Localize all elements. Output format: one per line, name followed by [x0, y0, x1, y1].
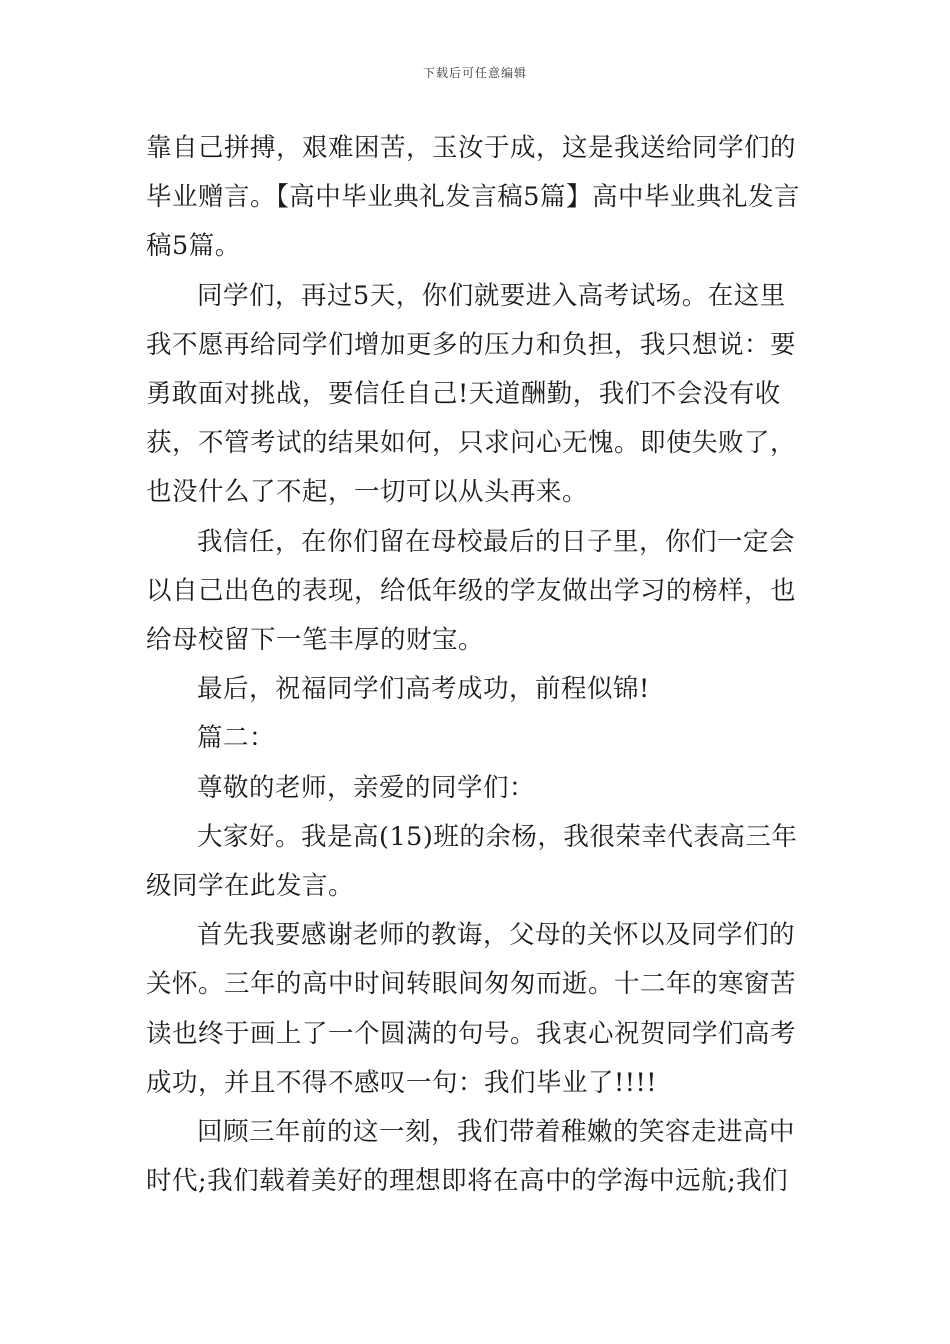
paragraph-9: 回顾三年前的这一刻，我们带着稚嫩的笑容走进高中时代;我们载着美好的理想即将在高中的学海中远航;我们 [146, 1117, 796, 1197]
paragraph-5-heading: 篇二： [197, 723, 276, 754]
paragraph-3: 我信任，在你们留在母校最后的日子里，你们一定会以自己出色的表现，给低年级的学友做出学习的榜样，也给母校留下一笔丰厚的财宝。 [146, 526, 797, 656]
page-header: 下载后可任意编辑 [422, 66, 527, 80]
paragraph-7: 大家好。我是高(15)班的余杨，我很荣幸代表高三年级同学在此发言。 [146, 821, 798, 902]
paragraph-4: 最后，祝福同学们高考成功，前程似锦! [197, 674, 650, 705]
paragraph-6-salutation: 尊敬的老师，亲爱的同学们： [197, 772, 536, 803]
paragraph-8: 首先我要感谢老师的教诲，父母的关怀以及同学们的关怀。三年的高中时间转眼间匆匆而逝。十二年的寒窗苦读也终于画上了一个圆满的句号。我衷心祝贺同学们高考成功，并且不得不感叹一句：我们毕业了!!!! [146, 920, 797, 1098]
document-body [146, 124, 811, 1206]
paragraph-1: 靠自己拼搏，艰难困苦，玉汝于成，这是我送给同学们的毕业赠言。【高中毕业典礼发言稿5篇】高中毕业典礼发言稿5篇。 [146, 133, 800, 262]
paragraph-2: 同学们，再过5天，你们就要进入高考试场。在这里我不愿再给同学们增加更多的压力和负担，我只想说：要勇敢面对挑战，要信任自己!天道酬勤，我们不会没有收获，不管考试的结果如何，只求问心无愧。即使失败了，也没什么了不起，一切可以从头再来。 [146, 280, 797, 508]
